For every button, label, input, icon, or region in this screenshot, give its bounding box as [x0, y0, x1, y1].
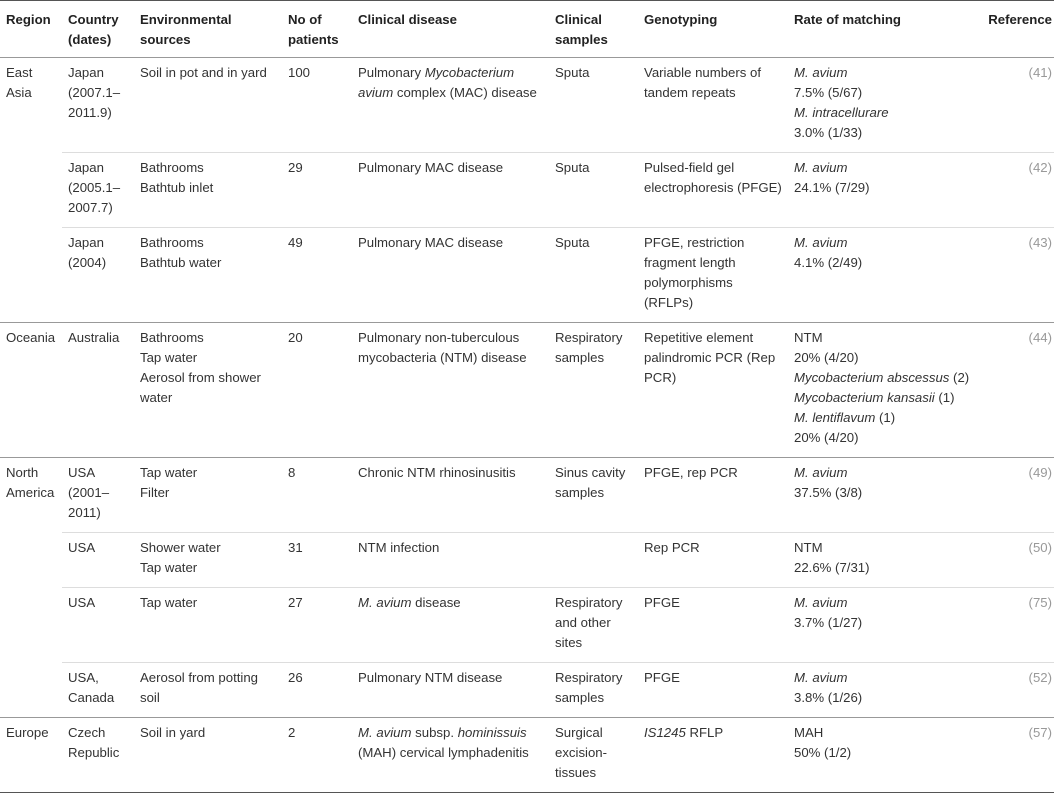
header-clinical-samples: Clinical samples — [555, 12, 608, 47]
italic-text: hominissuis — [457, 725, 527, 740]
samples-cell: Sputa — [549, 153, 638, 228]
matching-line — [794, 593, 970, 613]
matching-line — [794, 63, 970, 83]
source-line: Bathtub inlet — [140, 180, 214, 195]
reference-cell: (43) — [974, 228, 1054, 323]
genotyping-cell: Repetitive element palindromic PCR (Rep PCR) — [638, 323, 788, 458]
samples-cell: Respiratory and other sites — [549, 588, 638, 663]
table-header-row — [0, 1, 1054, 58]
italic-text: IS1245 — [644, 725, 686, 740]
samples-cell: Surgical excision-tissues — [549, 718, 638, 793]
patients-cell: 8 — [282, 458, 352, 533]
source-line: Tap water — [140, 560, 198, 575]
sources-cell — [134, 153, 282, 228]
genotyping-cell: PFGE — [638, 588, 788, 663]
text-segment: NTM — [794, 540, 823, 555]
matching-cell — [788, 58, 974, 153]
samples-cell — [549, 533, 638, 588]
source-line: Filter — [140, 485, 170, 500]
source-line: Soil in yard — [140, 725, 206, 740]
matching-line — [794, 103, 970, 123]
reference-cell: (44) — [974, 323, 1054, 458]
matching-cell — [788, 588, 974, 663]
patients-cell: 26 — [282, 663, 352, 718]
text-segment: NTM — [794, 330, 823, 345]
text-segment: Pulmonary NTM disease — [358, 670, 503, 685]
matching-line — [794, 483, 970, 503]
reference-cell: (50) — [974, 533, 1054, 588]
header-genotyping: Genotyping — [644, 12, 718, 27]
text-segment: 20% (4/20) — [794, 430, 859, 445]
reference-cell: (42) — [974, 153, 1054, 228]
genotyping-cell: Pulsed-field gel electrophoresis (PFGE) — [638, 153, 788, 228]
text-segment: Pulmonary MAC disease — [358, 235, 504, 250]
text-segment: 20% (4/20) — [794, 350, 859, 365]
region-cell-oceania: Oceania — [0, 323, 62, 458]
source-line: Aerosol from shower water — [140, 370, 261, 405]
text-segment: 50% (1/2) — [794, 745, 852, 760]
italic-text: M. avium — [794, 465, 848, 480]
matching-line — [794, 83, 970, 103]
source-line: Tap water — [140, 350, 198, 365]
reference-cell: (49) — [974, 458, 1054, 533]
italic-text: M. intracellurare — [794, 105, 889, 120]
matching-line — [794, 723, 970, 743]
sources-cell — [134, 533, 282, 588]
matching-cell — [788, 718, 974, 793]
samples-cell: Respiratory samples — [549, 663, 638, 718]
header-clinical-disease: Clinical disease — [358, 12, 457, 27]
source-line: Tap water — [140, 465, 198, 480]
text-segment: 3.0% (1/33) — [794, 125, 863, 140]
italic-text: M. lentiflavum — [794, 410, 876, 425]
genotyping-cell: Variable numbers of tandem repeats — [638, 58, 788, 153]
source-line: Bathrooms — [140, 330, 204, 345]
samples-cell: Sinus cavity samples — [549, 458, 638, 533]
matching-line: M. lentiflavum (1) — [794, 410, 896, 425]
header-rate-of-matching: Rate of matching — [794, 12, 901, 27]
table-row — [0, 533, 1054, 588]
matching-line — [794, 158, 970, 178]
country-cell: Czech Republic — [62, 718, 134, 793]
matching-line — [794, 688, 970, 708]
table-row — [0, 588, 1054, 663]
table-row — [0, 718, 1054, 793]
country-cell: USA (2001–2011) — [62, 458, 134, 533]
genotyping-cell: PFGE — [638, 663, 788, 718]
sources-cell — [134, 228, 282, 323]
matching-line: Mycobacterium abscessus (2) — [794, 370, 970, 385]
patients-cell: 2 — [282, 718, 352, 793]
text-segment: Pulmonary — [358, 65, 425, 80]
table-row — [0, 458, 1054, 533]
header-region: Region — [6, 12, 51, 27]
matching-line — [794, 428, 970, 448]
matching-cell — [788, 663, 974, 718]
header-country: Country (dates) — [68, 12, 119, 47]
country-cell: Japan (2005.1–2007.7) — [62, 153, 134, 228]
sources-cell — [134, 718, 282, 793]
source-line: Bathrooms — [140, 235, 204, 250]
sources-cell — [134, 323, 282, 458]
patients-cell: 31 — [282, 533, 352, 588]
matching-line — [794, 348, 970, 368]
source-line: Soil in pot and in yard — [140, 65, 267, 80]
header-no-of-patients: No of patients — [288, 12, 339, 47]
patients-cell: 27 — [282, 588, 352, 663]
italic-text: M. avium — [794, 65, 848, 80]
header-environmental-sources: Environmental sources — [140, 12, 232, 47]
italic-text: Mycobacterium abscessus — [794, 370, 950, 385]
disease-cell — [352, 458, 549, 533]
genotyping-cell: Rep PCR — [638, 533, 788, 588]
italic-text: M. avium — [358, 725, 412, 740]
region-cell-north-america: North America — [0, 458, 62, 718]
text-segment: 24.1% (7/29) — [794, 180, 870, 195]
matching-cell — [788, 533, 974, 588]
patients-cell: 20 — [282, 323, 352, 458]
italic-text: M. avium — [794, 670, 848, 685]
sources-cell — [134, 588, 282, 663]
samples-cell: Respiratory samples — [549, 323, 638, 458]
text-segment: NTM infection — [358, 540, 440, 555]
text-segment: 3.7% (1/27) — [794, 615, 863, 630]
matching-line — [794, 123, 970, 143]
text-segment: 22.6% (7/31) — [794, 560, 870, 575]
source-line: Tap water — [140, 595, 198, 610]
genotyping-cell — [638, 718, 788, 793]
table-row — [0, 153, 1054, 228]
sources-cell — [134, 458, 282, 533]
matching-line — [794, 233, 970, 253]
patients-cell: 29 — [282, 153, 352, 228]
samples-cell: Sputa — [549, 58, 638, 153]
source-line: Bathrooms — [140, 160, 204, 175]
patients-cell: 49 — [282, 228, 352, 323]
text-segment: Chronic NTM rhinosinusitis — [358, 465, 516, 480]
italic-text: Mycobacterium avium — [358, 65, 515, 100]
matching-cell — [788, 323, 974, 458]
text-segment: Pulmonary MAC disease — [358, 160, 504, 175]
text-segment: RFLP — [685, 725, 724, 740]
source-line: Shower water — [140, 540, 221, 555]
disease-cell — [352, 663, 549, 718]
matching-line — [794, 558, 970, 578]
disease-cell — [352, 228, 549, 323]
country-cell: USA — [62, 588, 134, 663]
matching-line — [794, 743, 970, 763]
table-row — [0, 228, 1054, 323]
country-cell: Japan (2004) — [62, 228, 134, 323]
header-reference: Reference — [988, 12, 1052, 27]
country-cell: USA — [62, 533, 134, 588]
matching-line — [794, 463, 970, 483]
disease-cell — [352, 718, 549, 793]
text-segment: 7.5% (5/67) — [794, 85, 863, 100]
country-cell: Japan (2007.1–2011.9) — [62, 58, 134, 153]
genotyping-cell: PFGE, restriction fragment length polymorphisms (RFLPs) — [638, 228, 788, 323]
matching-cell — [788, 228, 974, 323]
disease-cell — [352, 588, 549, 663]
genotyping-cell: PFGE, rep PCR — [638, 458, 788, 533]
sources-cell — [134, 58, 282, 153]
italic-text: M. avium — [794, 595, 848, 610]
matching-line — [794, 538, 970, 558]
reference-cell: (75) — [974, 588, 1054, 663]
matching-line — [794, 328, 970, 348]
matching-line — [794, 253, 970, 273]
text-segment: (MAH) cervical lymphadenitis — [358, 745, 529, 760]
text-segment: MAH — [794, 725, 824, 740]
table-row — [0, 323, 1054, 458]
text-segment: disease — [411, 595, 461, 610]
table-row — [0, 58, 1054, 153]
text-segment: subsp. — [411, 725, 458, 740]
italic-text: Mycobacterium kansasii — [794, 390, 935, 405]
sources-cell — [134, 663, 282, 718]
text-segment: complex (MAC) disease — [393, 85, 537, 100]
text-segment: 37.5% (3/8) — [794, 485, 863, 500]
source-line: Bathtub water — [140, 255, 222, 270]
country-cell: Australia — [62, 323, 134, 458]
matching-line: Mycobacterium kansasii (1) — [794, 390, 955, 405]
disease-cell — [352, 533, 549, 588]
matching-line — [794, 178, 970, 198]
matching-cell — [788, 458, 974, 533]
reference-cell: (57) — [974, 718, 1054, 793]
country-cell: USA, Canada — [62, 663, 134, 718]
reference-cell: (41) — [974, 58, 1054, 153]
italic-text: M. avium — [794, 160, 848, 175]
disease-cell — [352, 323, 549, 458]
reference-cell: (52) — [974, 663, 1054, 718]
table-row — [0, 663, 1054, 718]
region-cell-east-asia: East Asia — [0, 58, 62, 323]
source-line: Aerosol from potting soil — [140, 670, 259, 705]
matching-line — [794, 668, 970, 688]
matching-line — [794, 613, 970, 633]
italic-text: M. avium — [794, 235, 848, 250]
text-segment: Pulmonary non-tuberculous mycobacteria (NTM) disease — [358, 330, 527, 365]
samples-cell: Sputa — [549, 228, 638, 323]
disease-cell — [352, 58, 549, 153]
text-segment: 3.8% (1/26) — [794, 690, 863, 705]
matching-cell — [788, 153, 974, 228]
disease-cell — [352, 153, 549, 228]
italic-text: M. avium — [358, 595, 412, 610]
text-segment: 4.1% (2/49) — [794, 255, 863, 270]
patients-cell: 100 — [282, 58, 352, 153]
region-cell-europe: Europe — [0, 718, 62, 793]
